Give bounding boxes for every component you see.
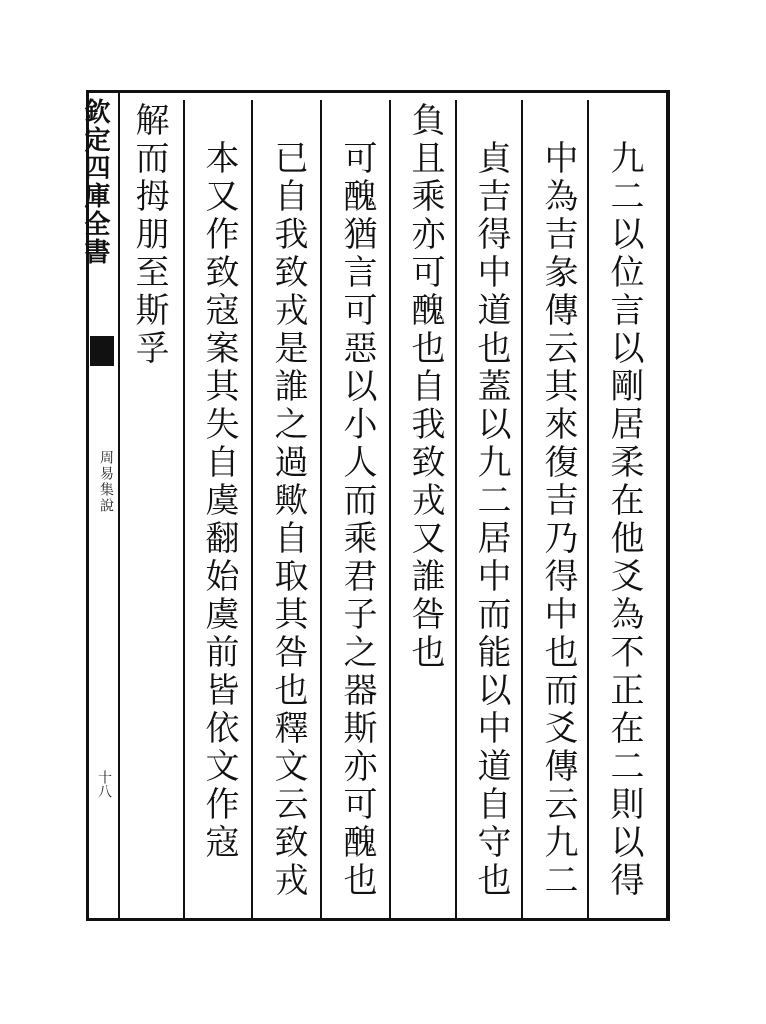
text-column-5: 可醜猶言可惡以小人而乘君子之器斯亦可醜也 xyxy=(337,140,377,900)
margin-page-number: 十八 xyxy=(96,770,112,798)
fishtail-mark xyxy=(90,336,114,366)
text-column-1: 九二以位言以剛居柔在他爻為不正在二則以得 xyxy=(604,140,644,900)
column-divider xyxy=(587,100,589,918)
column-divider xyxy=(521,100,523,918)
frame-top-rule xyxy=(86,90,670,93)
column-divider xyxy=(183,100,185,918)
text-column-6: 已自我致戎是誰之過歟自取其咎也釋文云致戎 xyxy=(268,140,308,900)
column-divider xyxy=(389,100,391,918)
column-divider xyxy=(251,100,253,918)
column-divider xyxy=(455,100,457,918)
margin-strip-rule xyxy=(118,90,120,921)
text-column-8: 解而拇朋至斯孚 xyxy=(129,102,169,368)
margin-book-title: 周易集說 xyxy=(98,450,114,514)
text-column-2: 中為吉彖傳云其來復吉乃得中也而爻傳云九二 xyxy=(538,140,578,900)
margin-title: 欽定四庫全書 xyxy=(80,98,110,266)
column-divider xyxy=(320,100,322,918)
text-column-3: 貞吉得中道也蓋以九二居中而能以中道自守也 xyxy=(471,140,511,900)
text-column-7: 本又作致寇案其失自虞翻始虞前皆依文作寇 xyxy=(199,140,239,862)
frame-bottom-rule xyxy=(86,918,670,921)
text-column-4: 負且乘亦可醜也自我致戎又誰咎也 xyxy=(405,102,445,672)
frame-right-rule xyxy=(666,90,670,921)
